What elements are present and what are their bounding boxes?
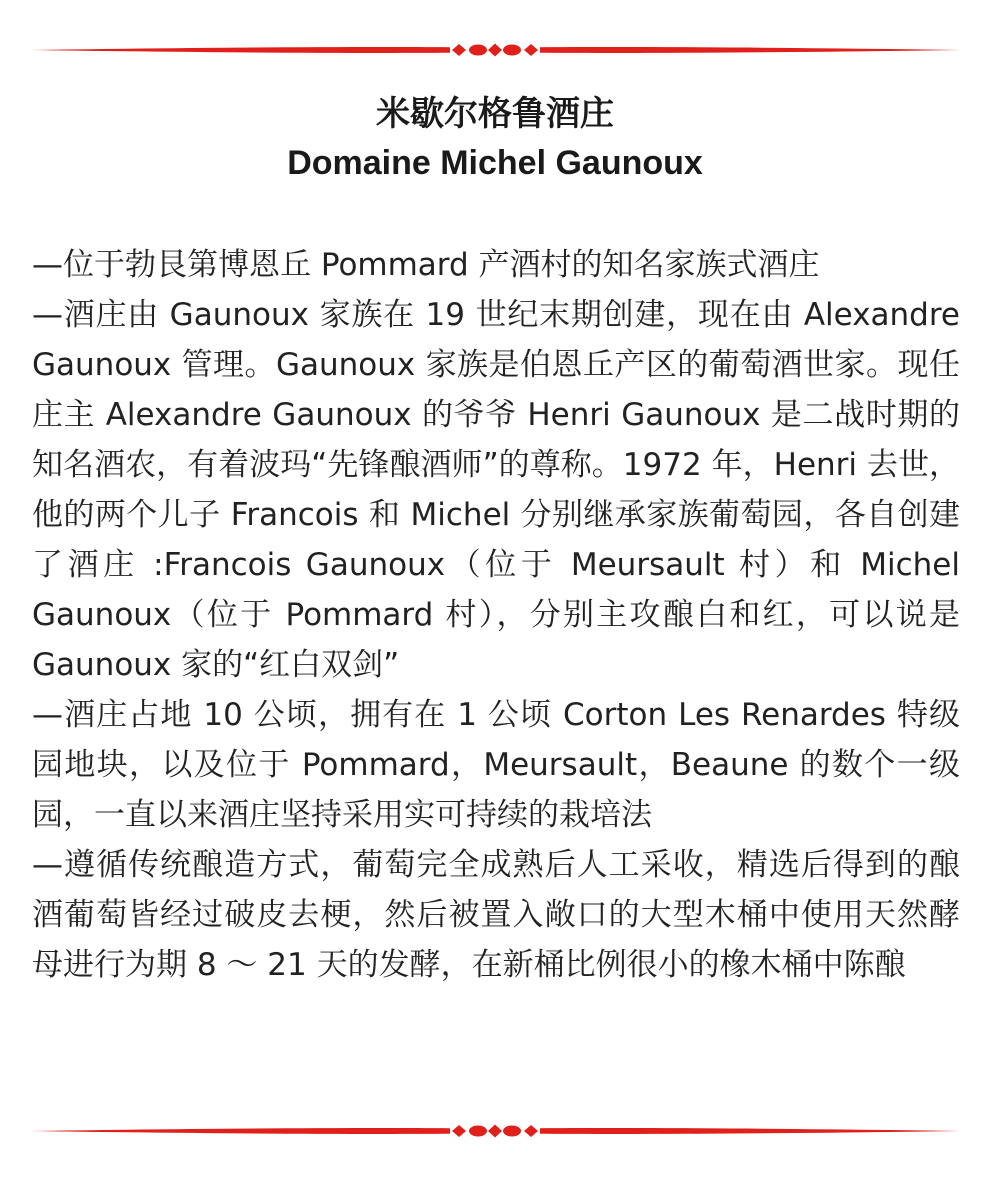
paragraph-location: —位于勃艮第博恩丘 Pommard 产酒村的知名家族式酒庄 bbox=[32, 247, 820, 283]
ornament-divider-graphic bbox=[30, 43, 960, 57]
title-english: Domaine Michel Gaunoux bbox=[287, 144, 703, 182]
paragraph-history: —酒庄由 Gaunoux 家族在 19 世纪末期创建，现在由 Alexandre Gaunoux 管理。Gaunoux 家族是伯恩丘产区的葡萄酒世家。现任庄主 Alexandre Gaunoux 的爷爷 Henri Gaunoux 是二战时期的知名酒农，有着波玛“先锋酿酒师”的尊称。1972 年，Henri 去世，他的两个儿子 Francois 和 Michel 分别继承家族葡萄园，各自创建了酒庄 :Francois Gaunoux（位于 Meursault 村）和 Michel Gaunoux（位于 Pommard 村），分别主攻酿白和红，可以说是 Gaunoux 家的“红白双剑” bbox=[32, 297, 960, 683]
paragraph-vineyards: —酒庄占地 10 公顷，拥有在 1 公顷 Corton Les Renardes 特级园地块，以及位于 Pommard，Meursault，Beaune 的数个一级园，一直以来酒庄坚持采用实可持续的栽培法 bbox=[32, 697, 960, 833]
ornament-divider-graphic bbox=[30, 1124, 960, 1138]
paragraph-winemaking: —遵循传统酿造方式，葡萄完全成熟后人工采收，精选后得到的酿酒葡萄皆经过破皮去梗，然后被置入敞口的大型木桶中使用天然酵母进行为期 8 ～ 21 天的发酵，在新桶比例很小的橡木桶中陈酿 bbox=[32, 847, 960, 983]
title-block bbox=[0, 90, 990, 188]
top-ornament-divider bbox=[30, 43, 960, 57]
body-text bbox=[32, 240, 960, 990]
bottom-ornament-divider bbox=[30, 1124, 960, 1138]
title-chinese: 米歇尔格鲁酒庄 bbox=[376, 94, 614, 134]
